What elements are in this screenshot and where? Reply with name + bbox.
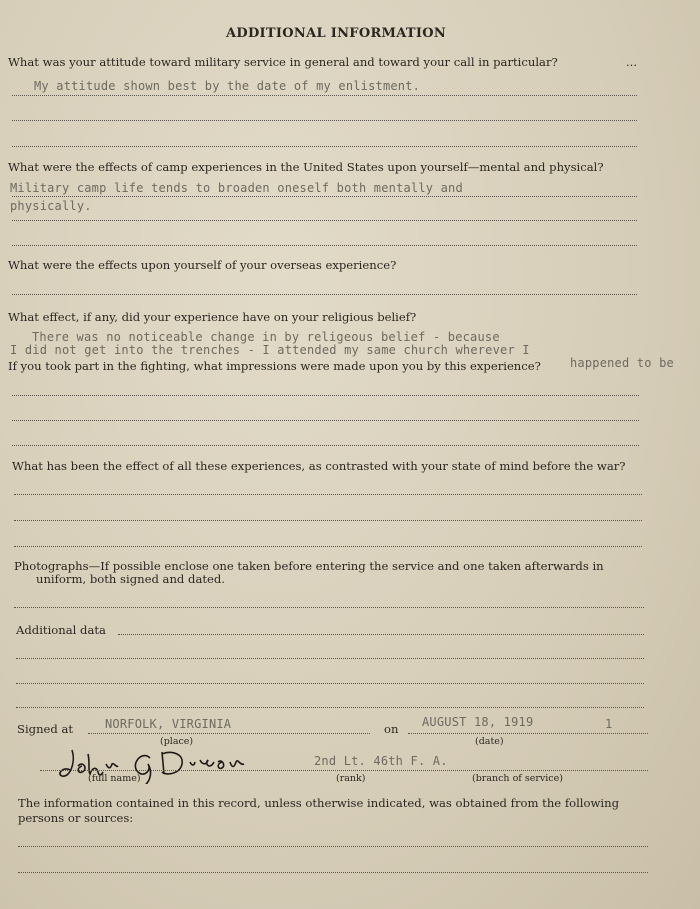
rank-value: 2nd Lt. 46th F. A. (314, 754, 448, 768)
answer-line (14, 494, 642, 495)
signed-date-value: AUGUST 18, 1919 (422, 715, 534, 729)
question-overall-effect: What has been the effect of all these experiences, as contrasted with your state of mind before the war? (12, 459, 626, 473)
answer-line (12, 196, 637, 197)
sources-instruction-line-1: The information contained in this record, unless otherwise indicated, was obtained from the following (18, 796, 620, 810)
answer-religious-line-2: I did not get into the trenches - I attended my same church wherever I (10, 343, 530, 357)
on-label: on (384, 722, 399, 736)
name-rank-branch-line (40, 770, 648, 771)
answer-religious-line-3: happened to be (570, 356, 674, 370)
answer-camp-line-1: Military camp life tends to broaden oneself both mentally and (10, 181, 463, 195)
question-attitude: What was your attitude toward military service in general and toward your call in particular? (8, 55, 558, 69)
full-name-caption: (full name) (88, 773, 141, 784)
date-line (408, 733, 648, 734)
answer-line (12, 220, 637, 221)
photographs-instruction-line-2: uniform, both signed and dated. (36, 572, 225, 586)
signed-place-value: NORFOLK, VIRGINIA (105, 717, 232, 731)
answer-line (14, 546, 642, 547)
answer-line (12, 95, 637, 96)
rank-caption: (rank) (336, 773, 366, 784)
question-camp-experience: What were the effects of camp experiences in the United States upon yourself—mental and physical? (8, 160, 604, 174)
branch-caption: (branch of service) (472, 773, 563, 784)
additional-data-label: Additional data (16, 623, 106, 637)
question-religious-belief: What effect, if any, did your experience have on your religious belief? (8, 310, 417, 324)
question-attitude-dots: ... (626, 55, 638, 69)
place-line (88, 733, 370, 734)
place-caption: (place) (160, 736, 194, 747)
answer-line (16, 683, 644, 684)
answer-line (16, 707, 644, 708)
answer-line (12, 395, 639, 396)
answer-religious-line-1: There was no noticeable change in by religeous belief - because (32, 330, 500, 344)
answer-line (12, 420, 639, 421)
signed-at-label: Signed at (17, 722, 74, 736)
answer-line (12, 245, 637, 246)
date-mark: 1 (605, 717, 613, 731)
photographs-instruction-line-1: Photographs—If possible enclose one taken before entering the service and one taken afterwards in (14, 559, 604, 573)
answer-line (12, 120, 637, 121)
page-title: ADDITIONAL INFORMATION (226, 26, 447, 41)
answer-camp-line-2: physically. (10, 199, 92, 213)
answer-line (12, 294, 637, 295)
question-overseas-experience: What were the effects upon yourself of your overseas experience? (8, 258, 397, 272)
answer-attitude: My attitude shown best by the date of my enlistment. (34, 79, 421, 93)
sources-instruction-line-2: persons or sources: (18, 811, 134, 825)
answer-line (18, 846, 648, 847)
question-fighting-impressions: If you took part in the fighting, what impressions were made upon you by this experience? (8, 359, 541, 373)
answer-line (14, 520, 642, 521)
answer-line (14, 607, 644, 608)
date-caption: (date) (475, 736, 504, 747)
answer-line (118, 634, 644, 635)
answer-line (16, 658, 644, 659)
answer-line (12, 146, 637, 147)
answer-line (12, 445, 639, 446)
answer-line (18, 872, 648, 873)
